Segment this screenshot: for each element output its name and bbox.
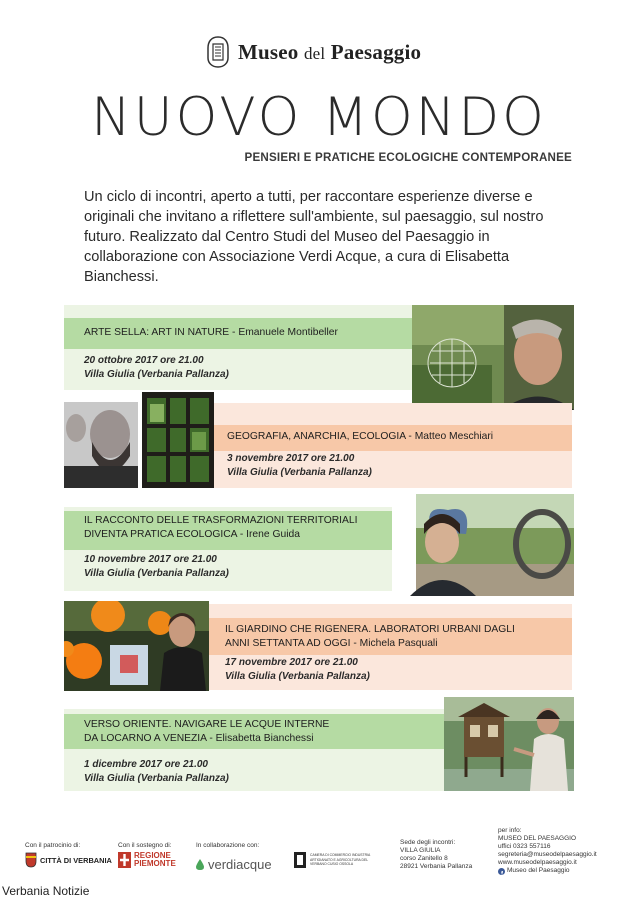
footer-info: per info: MUSEO DEL PAESAGGIO uffici 0323 557116 segreteria@museodelpaesaggio.it www.museodelpaesaggio.it Museo del Paesaggio <box>498 827 597 874</box>
footer-collaborazione-label: In collaborazione con: <box>196 842 260 849</box>
page-title: NUOVO MONDO <box>91 87 547 148</box>
event-2-title: GEOGRAFIA, ANARCHIA, ECOLOGIA - Matteo Meschiari <box>227 431 494 442</box>
event-4-date: 17 novembre 2017 ore 21.00 Villa Giulia (Verbania Pallanza) <box>225 657 370 682</box>
verbania-crest-icon <box>25 852 37 868</box>
regione-piemonte-logo: REGIONE PIEMONTE <box>118 852 176 868</box>
event-4-title: IL GIARDINO CHE RIGENERA. LABORATORI URBANI DAGLI ANNI SETTANTA AD OGGI - Michela Pasquali <box>225 624 515 649</box>
event-1-title: ARTE SELLA: ART IN NATURE - Emanuele Montibeller <box>84 327 338 338</box>
event-5-title: VERSO ORIENTE. NAVIGARE LE ACQUE INTERNE DA LOCARNO A VENEZIA - Elisabetta Bianchessi <box>84 719 330 744</box>
footer-facebook-link[interactable]: Museo del Paesaggio <box>498 867 597 875</box>
footer-website-link[interactable]: www.museodelpaesaggio.it <box>498 859 577 866</box>
event-3-title: IL RACCONTO DELLE TRASFORMAZIONI TERRITORIALI DIVENTA PRATICA ECOLOGICA - Irene Guida <box>84 515 358 540</box>
event-3-photo-guida <box>392 494 574 596</box>
page-subtitle: PENSIERI E PRATICHE ECOLOGICHE CONTEMPORANEE <box>244 151 572 164</box>
footer-patrocinio-label: Con il patrocinio di: <box>25 842 81 849</box>
event-5-date: 1 dicembre 2017 ore 21.00 Villa Giulia (Verbania Pallanza) <box>84 759 229 784</box>
facebook-icon <box>498 868 505 875</box>
event-2-photo-meschiari <box>64 392 214 488</box>
museum-name: Museo del Paesaggio <box>238 39 422 64</box>
event-3-date: 10 novembre 2017 ore 21.00 Villa Giulia (Verbania Pallanza) <box>84 554 229 579</box>
footer-sostegno-label: Con il sostegno di: <box>118 842 172 849</box>
piemonte-flag-icon <box>118 852 131 868</box>
museum-crest-icon <box>206 36 230 68</box>
event-5-photo-bianchessi <box>444 697 574 791</box>
camera-commercio-icon <box>294 852 306 868</box>
water-drop-icon <box>196 859 204 870</box>
citta-verbania-logo: CITTÀ DI VERBANIA <box>25 852 112 868</box>
camera-commercio-logo: CAMERA DI COMMERCIO INDUSTRIA ARTIGIANATO E AGRICOLTURA DEL VERBANO CUSIO OSSOLA <box>294 852 382 868</box>
event-4-photo-pasquali <box>64 601 209 691</box>
event-1-date: 20 ottobre 2017 ore 21.00 Villa Giulia (Verbania Pallanza) <box>84 355 229 380</box>
event-1-photo-montibeller <box>412 305 574 410</box>
event-2-date: 3 novembre 2017 ore 21.00 Villa Giulia (Verbania Pallanza) <box>227 453 372 478</box>
watermark: Verbania Notizie <box>2 884 90 898</box>
museum-logo <box>206 36 421 68</box>
footer-sede: Sede degli incontri: VILLA GIULIA corso Zanitello 8 28921 Verbania Pallanza <box>400 839 473 870</box>
verdiacque-logo: verdiacque <box>196 857 272 872</box>
intro-paragraph: Un ciclo di incontri, aperto a tutti, per raccontare esperienze diverse e originali che invitano a riflettere sull'ambiente, sul paesaggio, sul nostro futuro. Realizzato dal Centro Studi del Museo del Paesaggio in collaborazione con Associazione Verdi Acque, a cura di Elisabetta Bianchessi. <box>84 189 544 285</box>
footer-email-link[interactable]: segreteria@museodelpaesaggio.it <box>498 851 597 858</box>
